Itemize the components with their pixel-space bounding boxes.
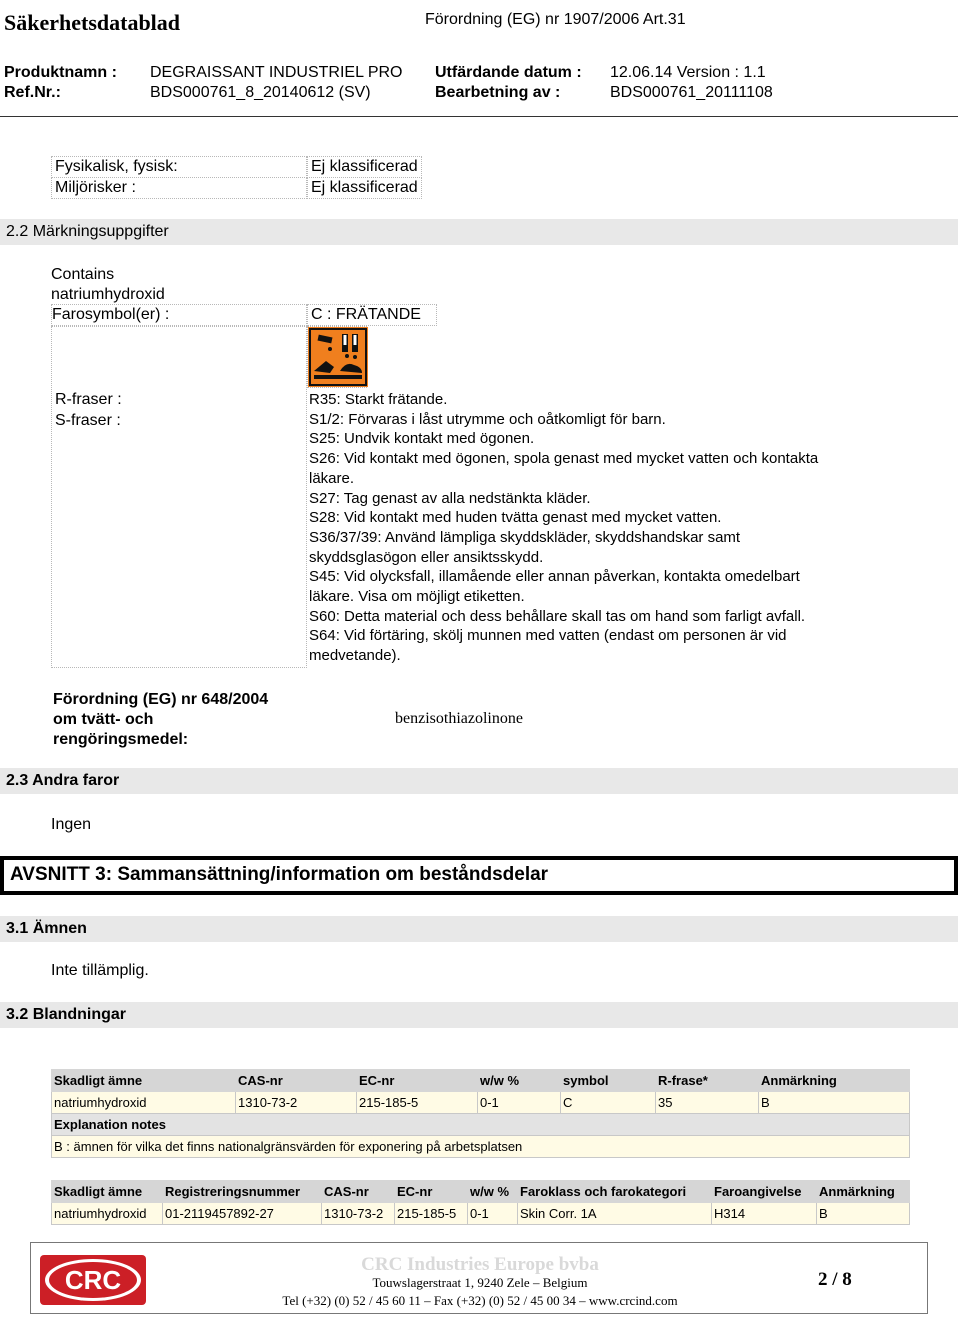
revision-label: Bearbetning av : [435, 84, 561, 101]
section-2-2-bar [0, 219, 958, 245]
physical-hazard-value: Ej klassificerad [311, 158, 418, 175]
section-3-1-title: 3.1 Ämnen [6, 920, 87, 937]
revision-value: BDS000761_20111108 [610, 84, 773, 101]
phrase-line: S60: Detta material och dess behållare skall tas om hand som farligt avfall. [309, 607, 806, 625]
table-header-cell: Anmärkning [759, 1070, 910, 1092]
environment-hazard-value-cell [307, 177, 422, 199]
phrase-line: S64: Vid förtäring, skölj munnen med vatten (endast om personen är vid [309, 627, 787, 645]
table-header-cell: w/w % [478, 1070, 561, 1092]
issue-date-value: 12.06.14 Version : 1.1 [610, 64, 766, 81]
notes-text: B : ämnen för vilka det finns nationalgränsvärden för exponering på arbetsplatsen [52, 1136, 910, 1158]
composition-table-1 [51, 1069, 910, 1158]
document-title: Säkerhetsdatablad [4, 10, 181, 35]
section-3-1-bar [0, 916, 958, 942]
table-header-cell: symbol [561, 1070, 656, 1092]
table-cell: 215-185-5 [357, 1092, 478, 1114]
physical-hazard-label-cell [51, 156, 307, 178]
section-3-2-title: 3.2 Blandningar [6, 1006, 127, 1023]
table-cell: Skin Corr. 1A [518, 1203, 712, 1225]
table-cell: B [817, 1203, 910, 1225]
environment-hazard-label-cell [51, 177, 307, 199]
section-3-heading: AVSNITT 3: Sammansättning/information om beståndsdelar [10, 864, 549, 885]
company-contact: Tel (+32) (0) 52 / 45 60 11 – Fax (+32) (0) 52 / 45 00 34 – www.crcind.com [282, 1293, 678, 1308]
corrosive-icon [308, 327, 368, 387]
phrase-line: medvetande). [309, 647, 401, 665]
physical-hazard-label: Fysikalisk, fysisk: [55, 158, 178, 175]
table-header-cell: Skadligt ämne [52, 1070, 236, 1092]
detergent-ingredient-value: benzisothiazolinone [395, 710, 523, 727]
table-row [52, 1203, 910, 1225]
table-cell: 0-1 [468, 1203, 518, 1225]
contains-label: Contains [51, 266, 115, 283]
table-header-cell: Anmärkning [817, 1181, 910, 1203]
physical-hazard-value-cell [307, 156, 422, 178]
detergent-regulation-label [53, 690, 268, 750]
phrase-label-column [51, 326, 307, 668]
detergent-label-line: Förordning (EG) nr 648/2004 [53, 691, 269, 708]
table-header-cell: Faroangivelse [712, 1181, 817, 1203]
phrase-line: R35: Starkt frätande. [309, 391, 448, 408]
phrase-line: S27: Tag genast av alla nedstänkta kläder. [309, 489, 591, 507]
table-header-cell: Faroklass och farokategori [518, 1181, 712, 1203]
table-header-cell: EC-nr [395, 1181, 468, 1203]
table-header-cell: CAS-nr [322, 1181, 395, 1203]
table-cell: H314 [712, 1203, 817, 1225]
notes-header-row [52, 1114, 910, 1136]
table-header-cell: Registreringsnummer [163, 1181, 322, 1203]
section-2-2-title: 2.2 Märkningsuppgifter [6, 223, 169, 240]
phrase-list [309, 390, 909, 666]
phrase-line: S1/2: Förvaras i låst utrymme och oåtkomligt för barn. [309, 410, 666, 428]
substances-text: Inte tillämplig. [51, 962, 149, 979]
crc-logo-text: CRC [64, 1265, 122, 1295]
environment-hazard-label: Miljörisker : [55, 179, 136, 196]
regulation-reference: Förordning (EG) nr 1907/2006 Art.31 [425, 11, 686, 28]
table-cell: natriumhydroxid [52, 1092, 236, 1114]
phrase-line: läkare. [309, 469, 355, 487]
phrase-line: skyddsglasögon eller ansiktsskydd. [309, 548, 544, 566]
table-header-row [52, 1070, 910, 1092]
r-phrases-label: R-fraser : [55, 391, 122, 408]
table-cell: natriumhydroxid [52, 1203, 163, 1225]
table-cell: 35 [656, 1092, 759, 1114]
table-cell: B [759, 1092, 910, 1114]
phrase-line: S36/37/39: Använd lämpliga skyddskläder, skyddshandskar samt [309, 528, 741, 546]
header-divider [0, 116, 958, 117]
table-header-cell: Skadligt ämne [52, 1181, 163, 1203]
s-phrases-label: S-fraser : [55, 412, 121, 429]
table-cell: 1310-73-2 [236, 1092, 357, 1114]
table-header-cell: w/w % [468, 1181, 518, 1203]
product-name-label: Produktnamn : [4, 64, 117, 81]
table-row [52, 1092, 910, 1114]
other-hazards-text: Ingen [51, 816, 92, 833]
detergent-label-line: rengöringsmedel: [53, 731, 189, 748]
phrase-line: läkare. Visa om möjligt etiketten. [309, 588, 525, 606]
section-3-heading-box [0, 856, 958, 895]
company-address: Touwslagerstraat 1, 9240 Zele – Belgium [372, 1275, 588, 1290]
table-header-cell: EC-nr [357, 1070, 478, 1092]
section-2-3-bar [0, 768, 958, 794]
phrase-line: S28: Vid kontakt med huden tvätta genast med mycket vatten. [309, 509, 722, 527]
company-name: CRC Industries Europe bvba [361, 1254, 599, 1275]
environment-hazard-value: Ej klassificerad [311, 179, 418, 196]
contains-value: natriumhydroxid [51, 286, 165, 303]
table-cell: 1310-73-2 [322, 1203, 395, 1225]
section-3-2-bar [0, 1002, 958, 1028]
table-header-row [52, 1181, 910, 1203]
hazard-symbol-value: C : FRÄTANDE [311, 306, 421, 323]
table-header-cell: R-frase* [656, 1070, 759, 1092]
section-2-3-title: 2.3 Andra faror [6, 772, 120, 789]
ref-number-label: Ref.Nr.: [4, 84, 61, 101]
phrase-line: S45: Vid olycksfall, illamående eller annan påverkan, kontakta omedelbart [309, 568, 800, 586]
ref-number-value: BDS000761_8_20140612 (SV) [150, 84, 371, 101]
phrase-line: S26: Vid kontakt med ögonen, spola genast med mycket vatten och kontakta [309, 450, 819, 468]
table-header-cell: CAS-nr [236, 1070, 357, 1092]
phrase-line: S25: Undvik kontakt med ögonen. [309, 430, 535, 448]
table-cell: 01-2119457892-27 [163, 1203, 322, 1225]
detergent-label-line: om tvätt- och [53, 711, 154, 728]
notes-title: Explanation notes [52, 1114, 910, 1136]
page-number: 2 / 8 [818, 1269, 852, 1290]
table-cell: C [561, 1092, 656, 1114]
product-name-value: DEGRAISSANT INDUSTRIEL PRO [150, 64, 403, 81]
notes-row [52, 1136, 910, 1158]
hazard-symbol-value-cell [307, 304, 437, 326]
issue-date-label: Utfärdande datum : [435, 64, 582, 81]
hazard-symbol-label-cell [51, 304, 307, 326]
table-cell: 215-185-5 [395, 1203, 468, 1225]
table-cell: 0-1 [478, 1092, 561, 1114]
hazard-symbol-label: Farosymbol(er) : [52, 306, 170, 323]
composition-table-2 [51, 1180, 910, 1225]
